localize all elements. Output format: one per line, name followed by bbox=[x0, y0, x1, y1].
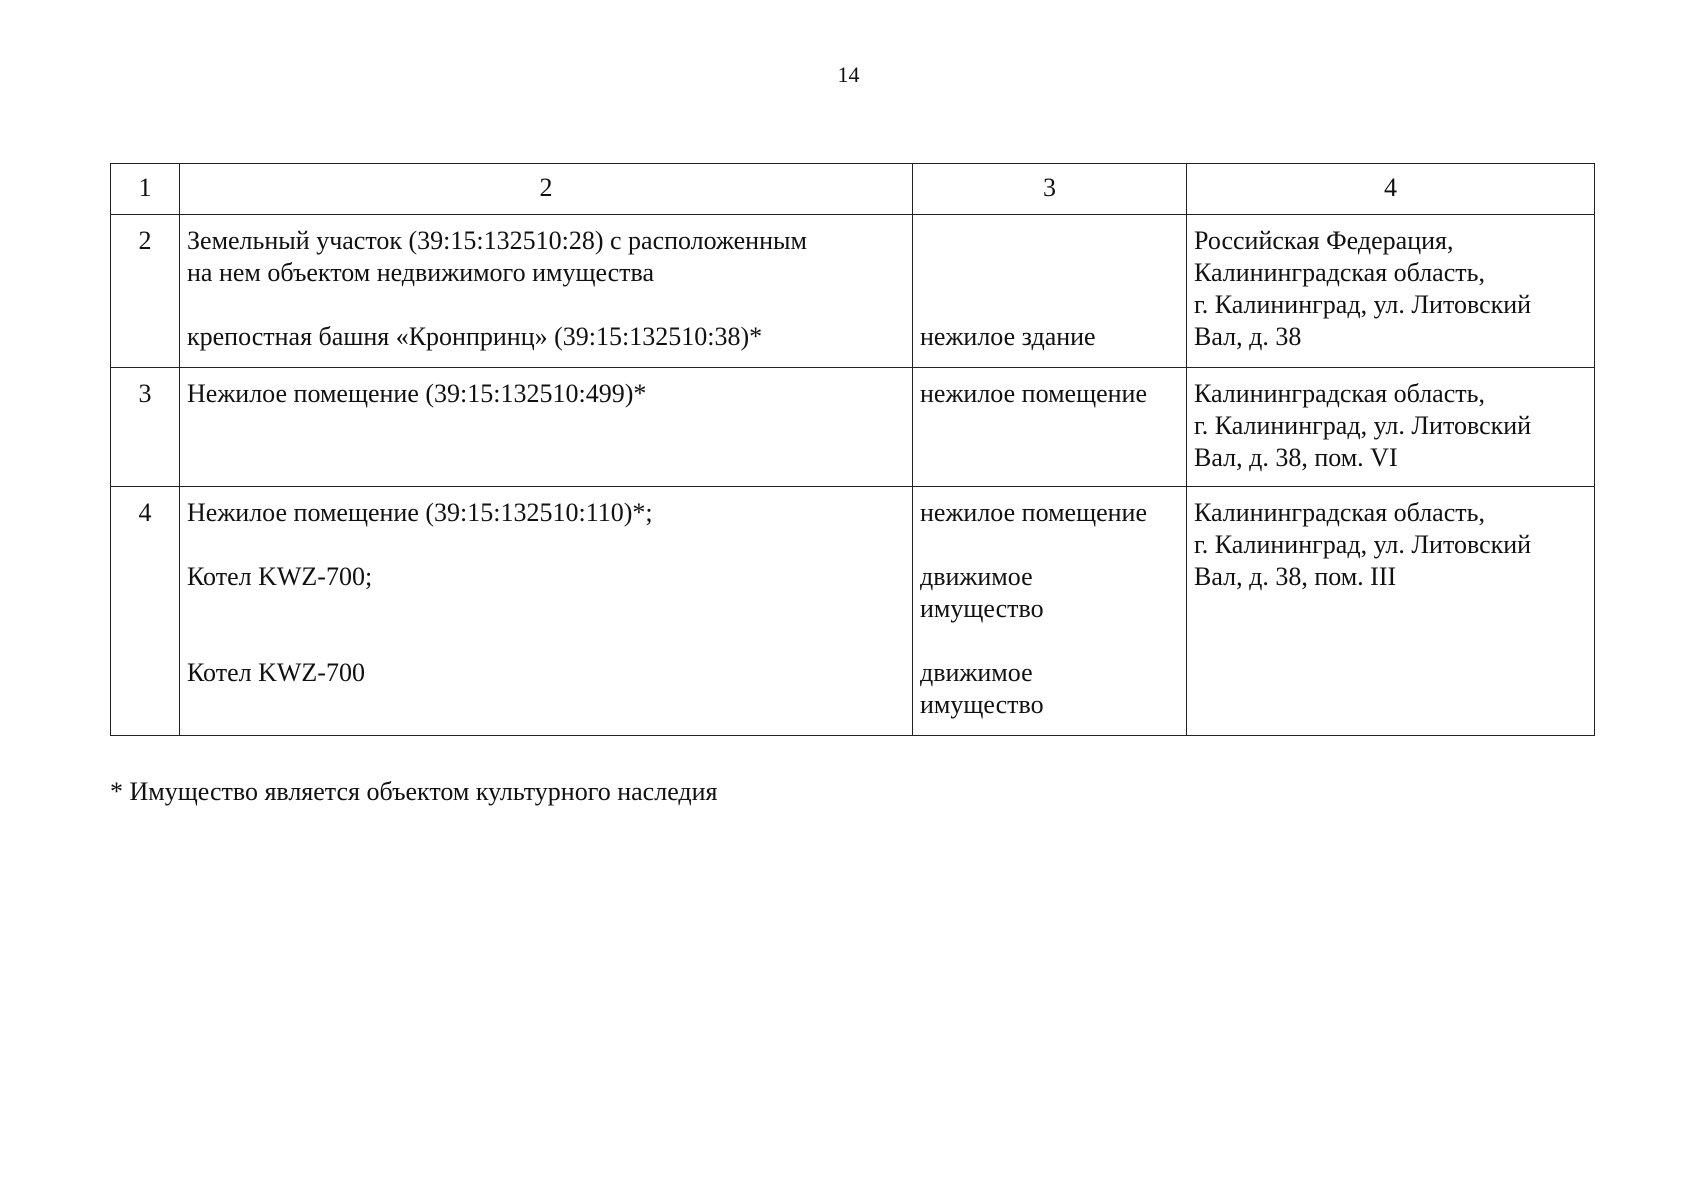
description-line: Нежилое помещение (39:15:132510:110)*; bbox=[187, 498, 653, 527]
type-line: нежилое помещение bbox=[920, 498, 1148, 527]
row-address bbox=[1187, 368, 1595, 487]
address-line: Вал, д. 38, пом. VI bbox=[1194, 443, 1398, 472]
row-description bbox=[180, 487, 913, 736]
header-col-3: 3 bbox=[913, 164, 1187, 215]
description-line: Нежилое помещение (39:15:132510:499)* bbox=[187, 379, 647, 408]
row-type bbox=[913, 368, 1187, 487]
header-col-4: 4 bbox=[1187, 164, 1595, 215]
row-description bbox=[180, 368, 913, 487]
address-line: Вал, д. 38 bbox=[1194, 322, 1302, 351]
address-line: Российская Федерация, bbox=[1194, 226, 1454, 255]
property-table bbox=[110, 163, 1595, 736]
description-line: Земельный участок (39:15:132510:28) с расположенным bbox=[187, 226, 807, 255]
type-line: движимое bbox=[920, 562, 1033, 591]
address-line: Калининградская область, bbox=[1194, 379, 1485, 408]
description-line: на нем объектом недвижимого имущества bbox=[187, 258, 655, 287]
address-line: Калининградская область, bbox=[1194, 498, 1485, 527]
row-address bbox=[1187, 215, 1595, 368]
address-line: Калининградская область, bbox=[1194, 258, 1485, 287]
table-row bbox=[111, 487, 1595, 736]
description-line: крепостная башня «Кронпринц» (39:15:132510:38)* bbox=[187, 322, 763, 351]
address-line: Вал, д. 38, пом. III bbox=[1194, 562, 1397, 591]
row-address bbox=[1187, 487, 1595, 736]
header-col-2: 2 bbox=[180, 164, 913, 215]
table-row bbox=[111, 215, 1595, 368]
row-type bbox=[913, 487, 1187, 736]
type-line: движимое bbox=[920, 658, 1033, 687]
type-line: нежилое помещение bbox=[920, 379, 1148, 408]
description-line: Котел KWZ-700 bbox=[187, 658, 365, 687]
header-col-1: 1 bbox=[111, 164, 180, 215]
address-line: г. Калининград, ул. Литовский bbox=[1194, 290, 1532, 319]
table-header-row bbox=[111, 164, 1595, 215]
row-number: 3 bbox=[111, 368, 180, 487]
row-description bbox=[180, 215, 913, 368]
address-line: г. Калининград, ул. Литовский bbox=[1194, 530, 1532, 559]
type-line: нежилое здание bbox=[920, 322, 1096, 351]
type-line: имущество bbox=[920, 594, 1044, 623]
page-number: 14 bbox=[837, 62, 860, 87]
row-number: 4 bbox=[111, 487, 180, 736]
row-type bbox=[913, 215, 1187, 368]
description-line: Котел KWZ-700; bbox=[187, 562, 373, 591]
row-number: 2 bbox=[111, 215, 180, 368]
type-line: имущество bbox=[920, 690, 1044, 719]
address-line: г. Калининград, ул. Литовский bbox=[1194, 411, 1532, 440]
footnote: * Имущество является объектом культурного наследия bbox=[110, 777, 718, 806]
table-row bbox=[111, 368, 1595, 487]
